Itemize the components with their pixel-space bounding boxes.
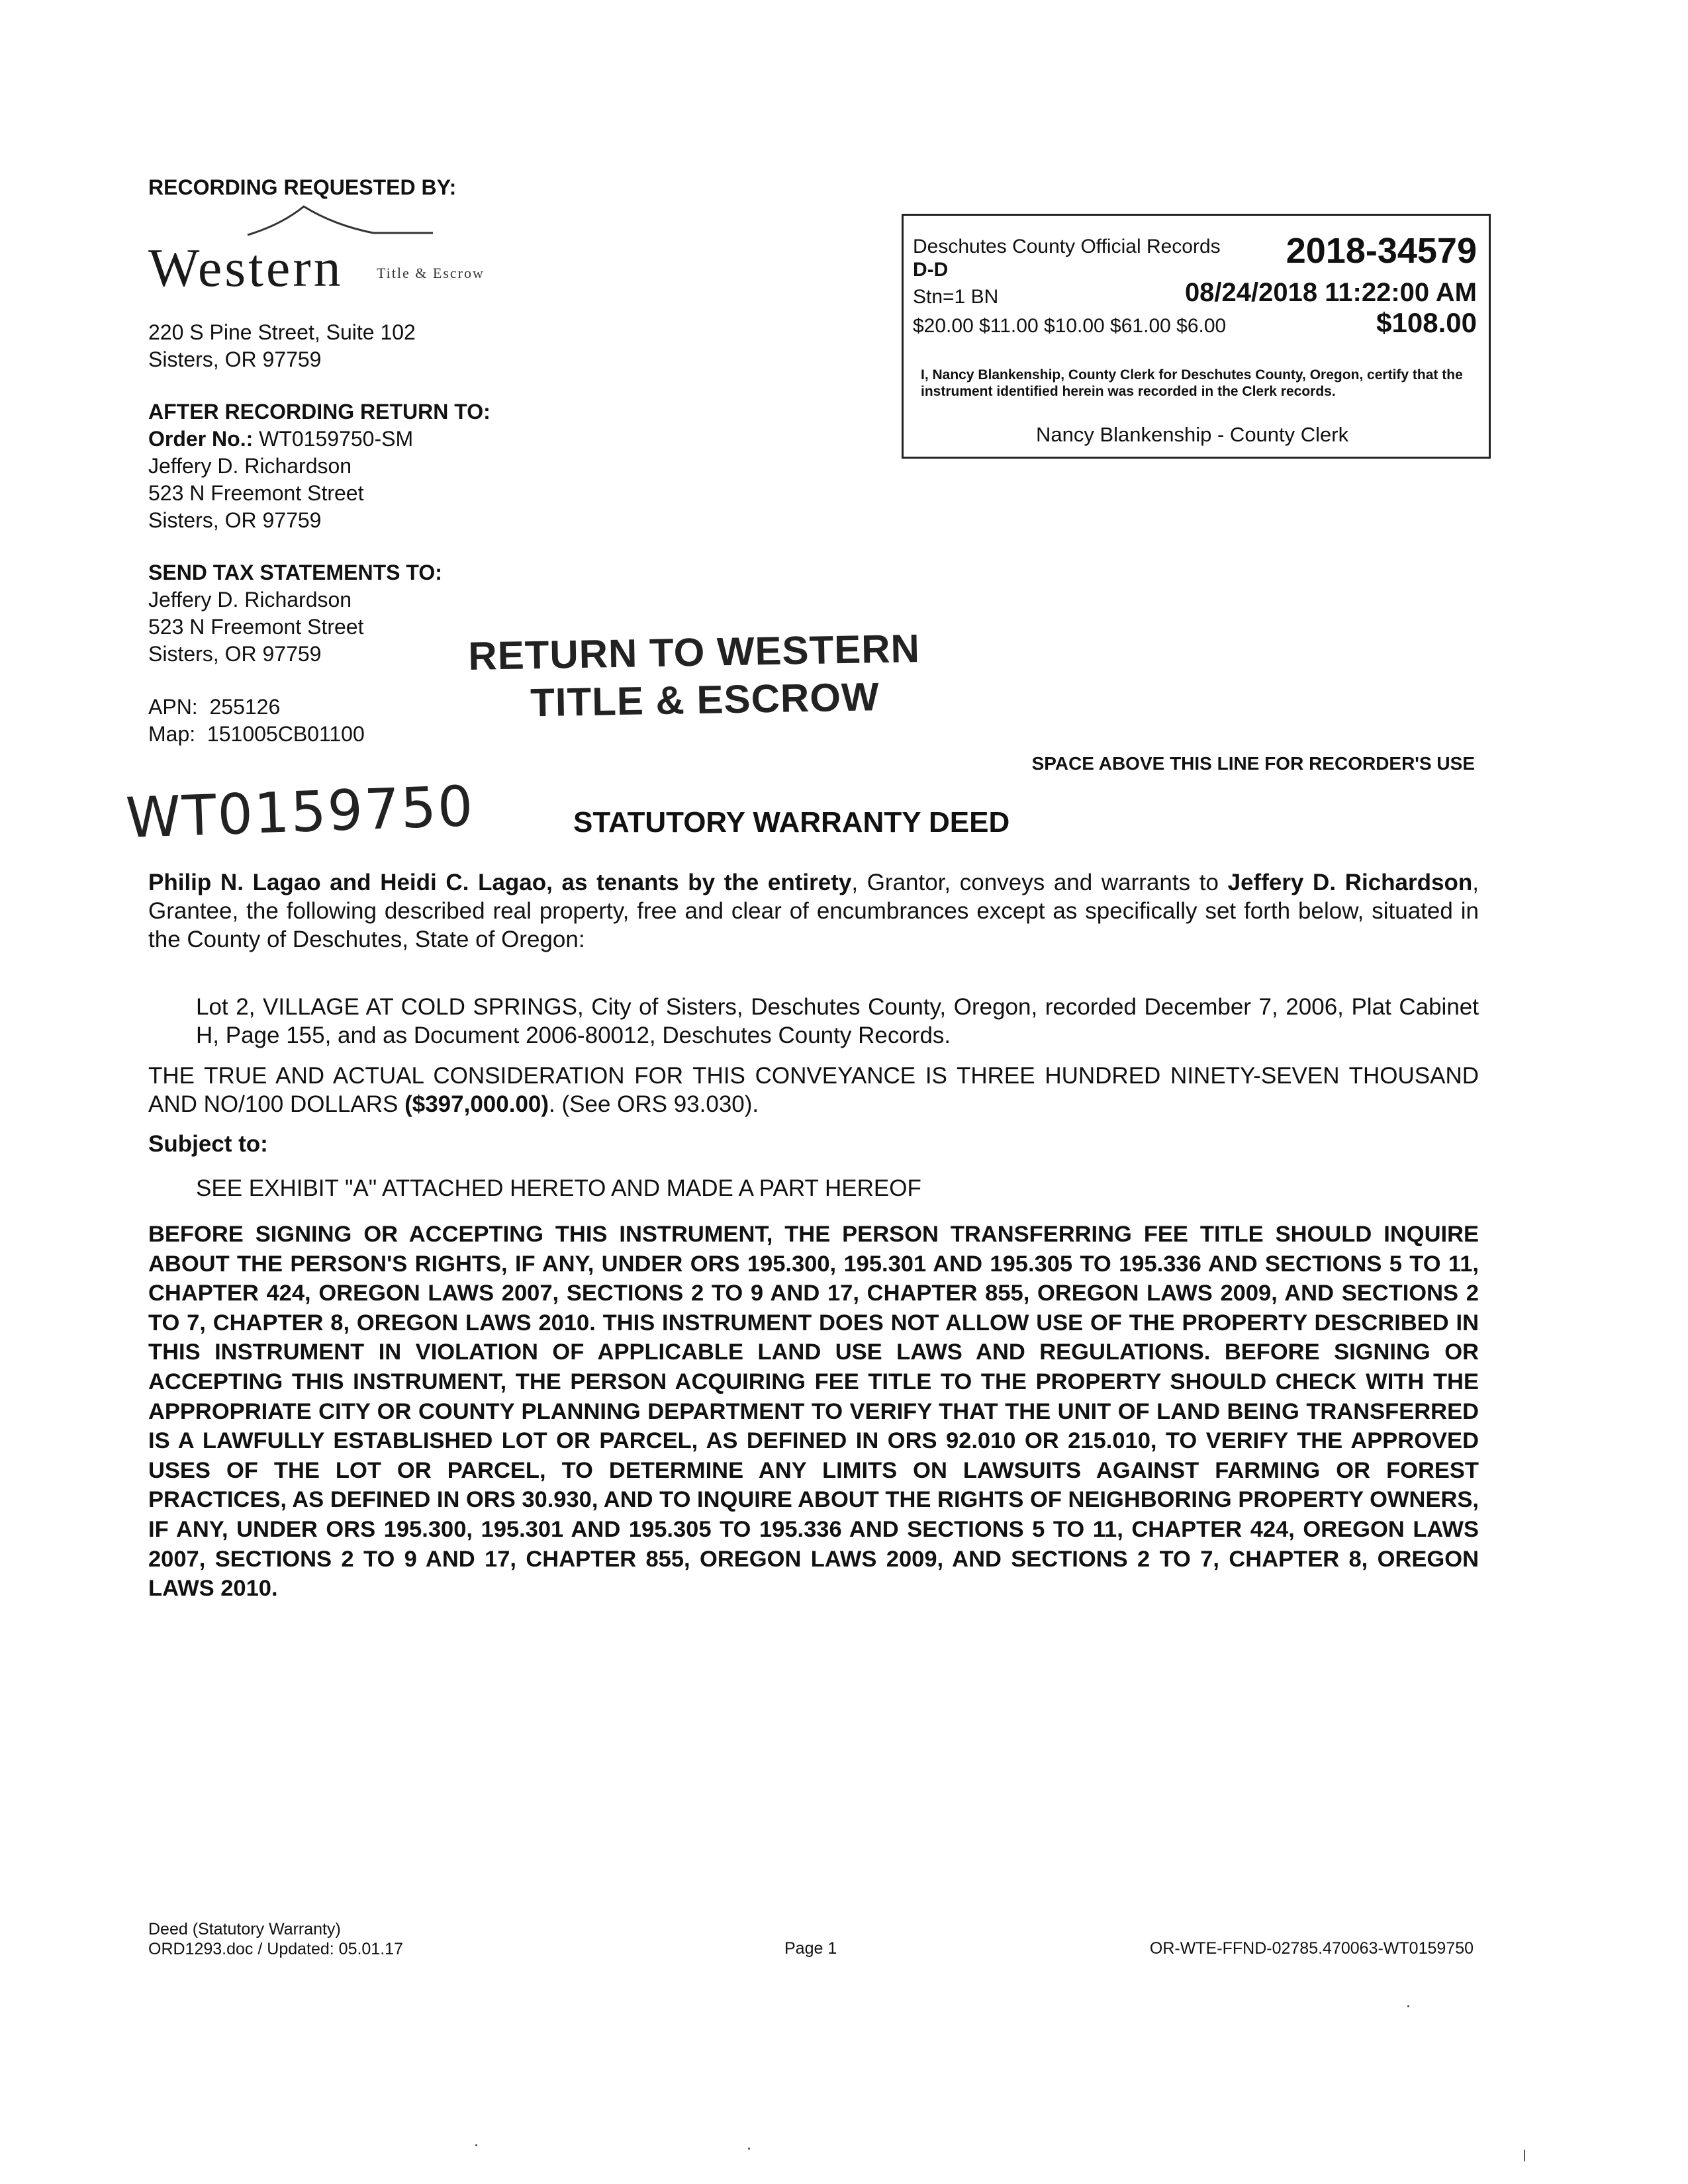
return-stamp-line1: RETURN TO WESTERN — [467, 626, 921, 678]
recorder-station: Stn=1 BN — [913, 286, 999, 308]
after-recording-block — [148, 398, 491, 534]
order-number: Order No.: WT0159750-SM — [148, 427, 414, 451]
return-city: Sisters, OR 97759 — [148, 508, 322, 532]
handwritten-order-number: WT0159750 — [124, 773, 476, 851]
apn-line: APN: 255126 — [148, 695, 281, 719]
scan-speck — [475, 2144, 477, 2146]
footer-page-number: Page 1 — [784, 1939, 837, 1958]
return-street: 523 N Freemont Street — [148, 481, 364, 505]
recorder-certification: I, Nancy Blankenship, County Clerk for Deschutes County, Oregon, certify that the instrument identified herein was recorded in the Clerk records. — [921, 367, 1463, 399]
recorder-doc-number: 2018-34579 — [1286, 231, 1477, 271]
recorder-datetime: 08/24/2018 11:22:00 AM — [1184, 278, 1477, 307]
recorder-doc-type: D-D — [913, 259, 949, 281]
recording-requested-label: RECORDING REQUESTED BY: — [148, 175, 457, 199]
consideration-paragraph: THE TRUE AND ACTUAL CONSIDERATION FOR THIS CONVEYANCE IS THREE HUNDRED NINETY-SEVEN THOUSAND AND NO/100 DOLLARS ($397,000.00). (See ORS 93.030). — [148, 1063, 1479, 1117]
tax-name: Jeffery D. Richardson — [148, 588, 352, 612]
scan-speck — [1407, 2005, 1409, 2007]
company-address — [148, 319, 416, 373]
return-stamp-line2: TITLE & ESCROW — [530, 674, 880, 725]
after-recording-label: AFTER RECORDING RETURN TO: — [148, 400, 491, 424]
logo-tagline: Title & Escrow — [377, 265, 485, 281]
document-title: STATUTORY WARRANTY DEED — [573, 806, 1010, 839]
tax-street: 523 N Freemont Street — [148, 615, 364, 639]
subject-to-label: Subject to: — [148, 1131, 268, 1157]
footer-reference: OR-WTE-FFND-02785.470063-WT0159750 — [1149, 1939, 1474, 1958]
return-name: Jeffery D. Richardson — [148, 454, 352, 478]
exhibit-reference: SEE EXHIBIT "A" ATTACHED HERETO AND MADE A PART HEREOF — [196, 1175, 921, 1201]
recorder-total: $108.00 — [1376, 307, 1477, 338]
footer-form-file: ORD1293.doc / Updated: 05.01.17 — [148, 1940, 403, 1958]
company-address-line2: Sisters, OR 97759 — [148, 347, 322, 371]
footer-form-name: Deed (Statutory Warranty) — [148, 1920, 341, 1938]
return-stamp — [468, 625, 921, 728]
footer-form-info — [148, 1919, 403, 1959]
company-address-line1: 220 S Pine Street, Suite 102 — [148, 320, 416, 344]
statutory-notice: BEFORE SIGNING OR ACCEPTING THIS INSTRUMENT, THE PERSON TRANSFERRING FEE TITLE SHOULD INQUIRE ABOUT THE PERSON'S RIGHTS, IF ANY, UNDER ORS 195.300, 195.301 AND 195.305 TO 195.336 AND SECTIONS 5 TO 11, CHAPTER 424, OREGON LAWS 2007, SECTIONS 2 TO 9 AND 17, CHAPTER 855, OREGON LAWS 2009, AND SECTIONS 2 TO 7, CHAPTER 8, OREGON LAWS 2010. THIS INSTRUMENT DOES NOT ALLOW USE OF THE PROPERTY DESCRIBED IN THIS INSTRUMENT IN VIOLATION OF APPLICABLE LAND USE LAWS AND REGULATIONS. BEFORE SIGNING OR ACCEPTING THIS INSTRUMENT, THE PERSON ACQUIRING FEE TITLE TO THE PROPERTY SHOULD CHECK WITH THE APPROPRIATE CITY OR COUNTY PLANNING DEPARTMENT TO VERIFY THAT THE UNIT OF LAND BEING TRANSFERRED IS A LAWFULLY ESTABLISHED LOT OR PARCEL, AS DEFINED IN ORS 92.010 OR 215.010, TO VERIFY THE APPROVED USES OF THE LOT OR PARCEL, TO DETERMINE ANY LIMITS ON LAWSUITS AGAINST FARMING OR FOREST PRACTICES, AS DEFINED IN ORS 30.930, AND TO INQUIRE ABOUT THE RIGHTS OF NEIGHBORING PROPERTY OWNERS, IF ANY, UNDER ORS 195.300, 195.301 AND 195.305 TO 195.336 AND SECTIONS 5 TO 11, CHAPTER 424, OREGON LAWS 2007, SECTIONS 2 TO 9 AND 17, CHAPTER 855, OREGON LAWS 2009, AND SECTIONS 2 TO 7, CHAPTER 8, OREGON LAWS 2010. — [148, 1222, 1479, 1602]
scan-speck — [1524, 2150, 1525, 2161]
legal-description: Lot 2, VILLAGE AT COLD SPRINGS, City of Sisters, Deschutes County, Oregon, recorded December 7, 2006, Plat Cabinet H, Page 155, and as Document 2006-80012, Deschutes County Records. — [196, 994, 1479, 1048]
send-tax-label: SEND TAX STATEMENTS TO: — [148, 561, 442, 584]
scan-speck — [748, 2148, 750, 2150]
company-logo — [148, 199, 545, 298]
recorder-stamp-box — [902, 214, 1491, 459]
recorder-office: Deschutes County Official Records — [913, 236, 1221, 257]
recorder-space-notice: SPACE ABOVE THIS LINE FOR RECORDER'S USE — [1031, 753, 1475, 774]
parcel-ids — [148, 694, 365, 748]
logo-name: Western — [148, 238, 344, 298]
conveyance-paragraph: Philip N. Lagao and Heidi C. Lagao, as tenants by the entirety, Grantor, conveys and warrants to Jeffery D. Richardson, Grantee, the following described real property, free and clear of encumbrances except as specifically set forth below, situated in the County of Deschutes, State of Oregon: — [148, 870, 1479, 952]
send-tax-block — [148, 559, 442, 668]
map-line: Map: 151005CB01100 — [148, 722, 365, 746]
recorder-fees: $20.00 $11.00 $10.00 $61.00 $6.00 — [913, 315, 1227, 337]
tax-city: Sisters, OR 97759 — [148, 642, 322, 666]
recorder-clerk: Nancy Blankenship - County Clerk — [1036, 423, 1349, 446]
